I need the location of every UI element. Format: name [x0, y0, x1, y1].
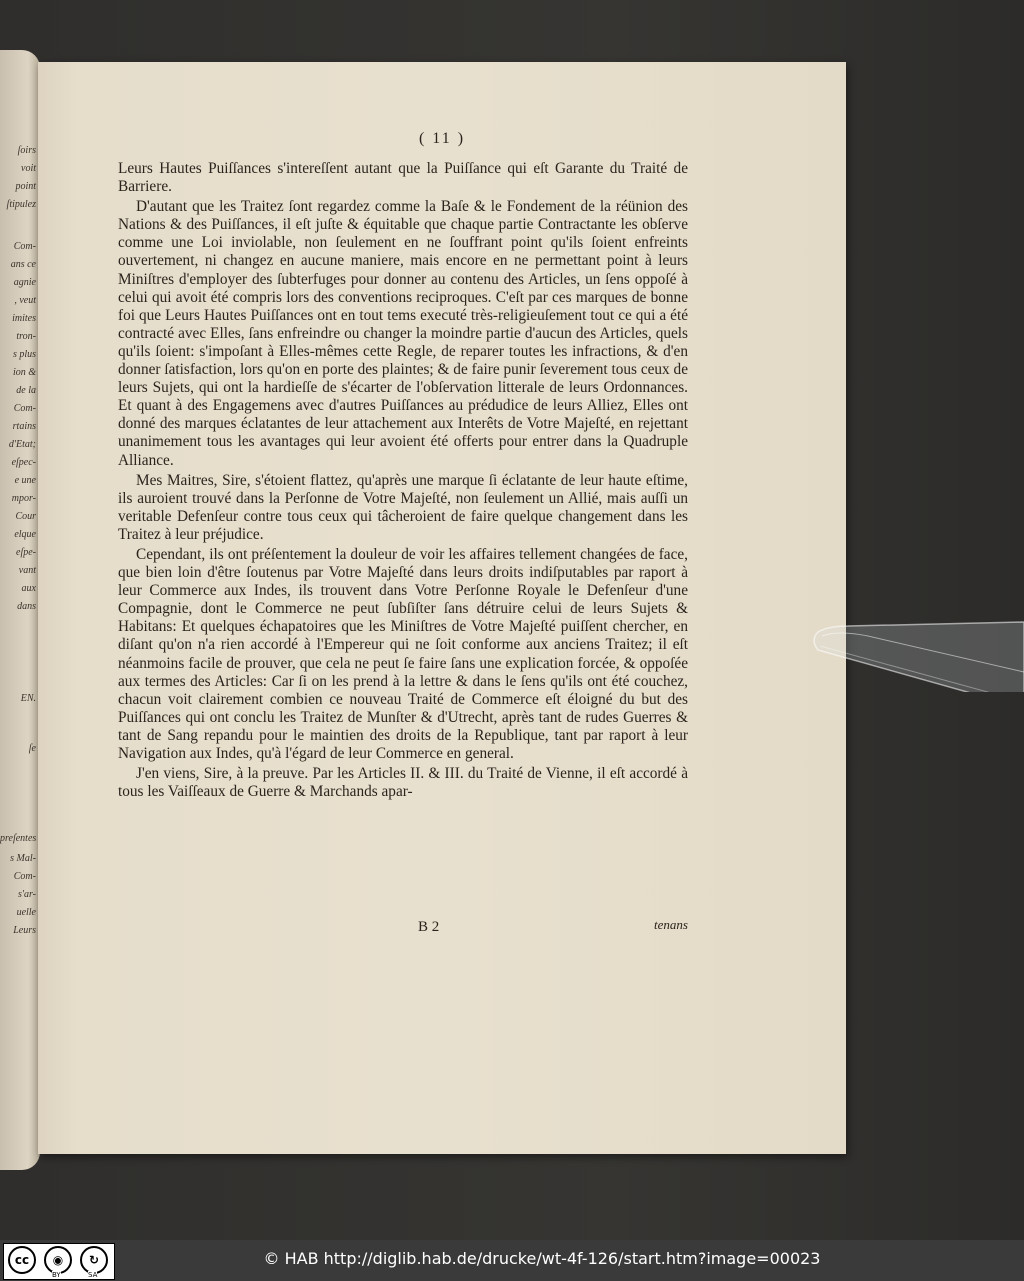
share-alike-icon: ↻	[80, 1246, 108, 1274]
paragraph-4: Cependant, ils ont préſentement la douleur de voir les affaires tellement changées de face, que bien loin d'être ſoutenus par Votre Majeſté dans leurs droits indiſputables par raport à leur Commerce aux Indes, ils trouvent dans Votre Perſonne Royale le Defenſeur d'une Compagnie, dont le Commerce ne peut ſubſiſter ſans détruire celui de leurs Sujets & Habitans: Et quelques échapatoires que les Miniſtres de Votre Majeſté puiſſent chercher, en diſant qu'on n'a rien accordé à l'Empereur qui ne ſoit conforme aux anciens Traitez; il eſt néanmoins facile de prouver, que cela ne peut ſe faire ſans une explication forcée, & oppoſée aux termes des Articles: Car ſi on les prend à la lettre & dans le ſens qu'ils ont été couchez, chacun voit clairement combien ce nouveau Traité de Commerce eſt éloigné du but des Puiſſances qui ont conclu les Traitez de Munſter & d'Utrecht, après tant de rudes Guerres & tant de Sang repandu pour le maintien des droits de la Republique, tant par raport à leur Navigation aux Indes, qu'à l'égard de leur Commerce en general.	[118, 545, 688, 762]
facing-page-fragment: d'Etat;	[8, 439, 36, 450]
facing-page-fragment: Com-	[13, 241, 36, 252]
license-by-label: BY	[52, 1271, 61, 1279]
facing-page-fragment: Com-	[13, 403, 36, 414]
paragraph-3: Mes Maitres, Sire, s'étoient flattez, qu'après une marque ſi éclatante de leur haute eſtime, ils auroient trouvé dans la Perſonne de Votre Majeſté, non ſeulement un Allié, mais auſſi un veritable Defenſeur contre tous ceux qui tâcheroient de faire quelque changement dans les Traitez à leur préjudice.	[118, 471, 688, 543]
facing-page-fragment: de la	[16, 385, 36, 396]
paragraph-1: Leurs Hautes Puiſſances s'intereſſent autant que la Puiſſance qui eſt Garante du Traité de Barriere.	[118, 160, 688, 196]
catchword: tenans	[654, 917, 688, 932]
paragraph-2: D'autant que les Traitez ſont regardez comme la Baſe & le Fondement de la réünion des Nations & des Puiſſances, il eſt juſte & équitable que chaque partie Contractante les obſerve comme une Loi inviolable, non ſeulement en ne ſouffrant point qu'ils ſoient enfreints ouvertement, ni changez en aucune maniere, mais encore en ne permettant point à leurs Miniſtres d'employer des ſubterfuges pour donner au contenu des Articles, un ſens oppoſé à celui qui avoit été compris lors des conventions reciproques. C'eſt par ces marques de bonne foi que Leurs Hautes Puiſſances ont en tout tems executé très-religieuſement tout ce qui a été contracté avec Elles, ſans enfreindre ou changer la moindre partie d'aucun des Articles, quels qu'ils ſoient: s'impoſant à Elles-mêmes cette Regle, de reparer toutes les infractions, & d'en donner ſatisfaction, lors qu'on en porte des plaintes; & de faire punir ſeverement tous ceux de leurs Sujets, qui ont la hardieſſe de s'écarter de l'obſervation litterale de leurs Ordonnances. Et quant à des Engagemens avec d'autres Puiſſances au prédudice de leurs Alliez, Elles ont donné des marques éclatantes de leur attachement aux Interêts de Votre Majeſté, en rejettant unanimement tous les avantages qui leur avoient été offerts pour entrer dans la Quadruple Alliance.	[118, 198, 688, 469]
license-footer-bar	[0, 1240, 1024, 1281]
facing-page-fragment: vant	[18, 565, 36, 576]
page-body-text	[118, 160, 688, 803]
facing-page-fragment: aux	[21, 583, 36, 594]
signature-mark: B 2	[418, 919, 440, 935]
facing-page-fragment: s'ar-	[17, 889, 36, 900]
facing-page-fragment: rtains	[12, 421, 36, 432]
facing-page-fragment: tron-	[16, 331, 36, 342]
page-clip-holder	[808, 612, 1024, 692]
facing-page-fragment: EN.	[20, 693, 36, 704]
document-page	[38, 62, 846, 1154]
facing-page-fragment: ans ce	[10, 259, 36, 270]
facing-page-fragment: point	[15, 181, 36, 192]
facing-page-fragment: voit	[21, 163, 36, 174]
license-sa-label: SA	[88, 1271, 98, 1279]
attribution-person-icon: ◉	[44, 1246, 72, 1274]
cc-icon: cc	[8, 1246, 36, 1274]
page-footer	[118, 917, 688, 937]
facing-page-fragment: eſpe-	[16, 547, 36, 558]
facing-page-fragment: ſtipulez	[6, 199, 36, 210]
facing-page-fragment: Leurs	[13, 925, 36, 936]
paragraph-5: J'en viens, Sire, à la preuve. Par les Articles II. & III. du Traité de Vienne, il eſt accordé à tous les Vaiſſeaux de Guerre & Marchands apar-	[118, 765, 688, 801]
facing-page-fragment: agnie	[13, 277, 36, 288]
facing-page-fragment: , veut	[14, 295, 36, 306]
facing-page-fragment: mpor-	[11, 493, 36, 504]
page-number-header: ( 11 )	[418, 130, 466, 147]
facing-page-fragment: s Mal-	[10, 853, 36, 864]
facing-page-fragment: ion &	[12, 367, 36, 378]
facing-page-fragment: elque	[14, 529, 36, 540]
facing-page-fragment: ſe	[28, 743, 36, 754]
facing-page-fragment: eſpec-	[11, 457, 36, 468]
facing-page-fragment: uelle	[16, 907, 36, 918]
facing-page-fragment: dans	[17, 601, 36, 612]
facing-page-fragment: imites	[12, 313, 36, 324]
facing-page-fragment: s plus	[12, 349, 36, 360]
facing-page-edge	[0, 50, 40, 1170]
facing-page-fragment: ſoirs	[17, 145, 36, 156]
source-credit-link[interactable]: © HAB http://diglib.hab.de/drucke/wt-4f-126/start.htm?image=00023	[263, 1249, 821, 1268]
facing-page-fragment: e une	[14, 475, 36, 486]
facing-page-fragment: Cour	[15, 511, 36, 522]
facing-page-fragment: Com-	[13, 871, 36, 882]
facing-page-fragment: preſentes	[0, 833, 37, 844]
